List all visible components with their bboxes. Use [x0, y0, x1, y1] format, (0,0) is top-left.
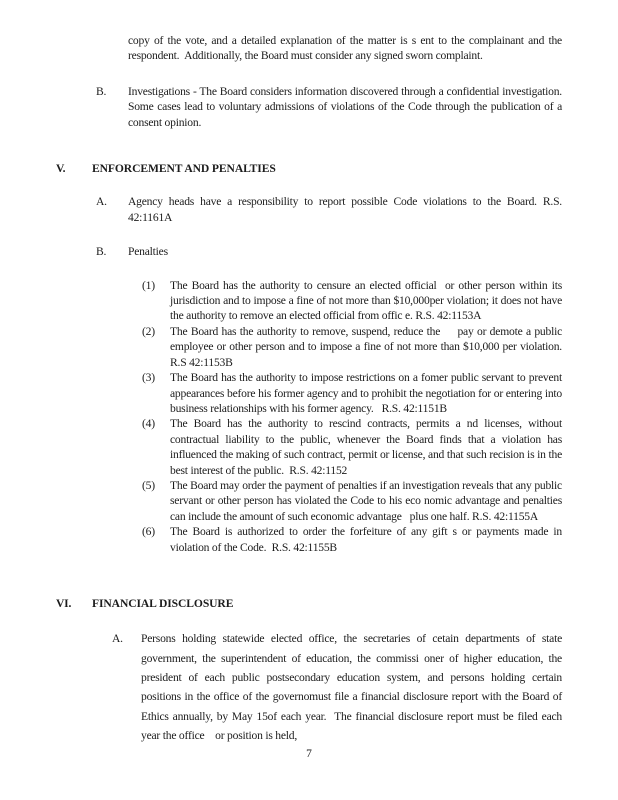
outline-item-label: B.	[96, 245, 107, 259]
penalty-item-5	[0, 478, 618, 524]
outline-item-label: A.	[96, 195, 107, 209]
penalty-item-2	[0, 324, 618, 370]
penalty-item-text: The Board has the authority to censure an elected official or other person within its jurisdiction and to impose a fine of not more than $10,000per violation; it does not have the authority to remove an elected official from offic e. R.S. 42:1153A	[170, 278, 565, 323]
penalty-item-text: The Board has the authority to remove, suspend, reduce the pay or demote a public employee or other person and to impose a fine of not more than $10,000 per violation. R.S 42:1153B	[170, 324, 568, 369]
outline-item-b-investigations	[0, 84, 618, 130]
section-v-numeral: V.	[56, 162, 66, 176]
penalty-item-label: (6)	[142, 525, 155, 539]
outline-item-text: Investigations - The Board considers information discovered through a confidential investigation. Some cases lead to voluntary admissions of violations of the Code through the publication of a consent opinion.	[128, 84, 568, 129]
penalty-item-label: (1)	[142, 278, 155, 292]
section-vi-heading	[0, 596, 618, 611]
penalty-item-text: The Board is authorized to order the forfeiture of any gift s or payments made in violation of the Code. R.S. 42:1155B	[170, 525, 565, 554]
section-vi-title: FINANCIAL DISCLOSURE	[92, 596, 234, 610]
penalty-item-4	[0, 416, 618, 478]
section-vi-numeral: VI.	[56, 596, 72, 610]
outline-item-text: Persons holding statewide elected office, the secretaries of cetain departments of state government, the superintendent of education, the commissi oner of higher education, the president of each public postsecondary education system, and persons holding certain positions in the office of the governomust file a financial disclosure report with the Board of Ethics annually, by May 15of each year. The financial disclosure report must be filed each year the office or position is held,	[141, 632, 565, 742]
penalty-item-6	[0, 524, 618, 555]
penalty-item-label: (2)	[142, 324, 155, 338]
penalty-item-text: The Board may order the payment of penalties if an investigation reveals that any public servant or other person has violated the Code to his eco nomic advantage and penalties can include the amount of such economic advantage plus one half. R.S. 42:1155A	[170, 478, 565, 523]
penalty-item-3	[0, 370, 618, 416]
outline-item-text: Agency heads have a responsibility to report possible Code violations to the Board. R.S. 42:1161A	[128, 195, 565, 224]
penalty-item-text: The Board has the authority to rescind contracts, permits a nd licenses, without contractual liability to the public, whenever the Board finds that a violation has influenced the making of such contract, permit or license, and that such recision is in the best interest of the public. R.S. 42:1152	[170, 417, 565, 477]
section-v-item-a	[0, 194, 618, 225]
continuation-paragraph: copy of the vote, and a detailed explanation of the matter is s ent to the complainant and the respondent. Additionally, the Board must consider any signed sworn complaint.	[128, 34, 565, 63]
penalty-item-label: (5)	[142, 478, 155, 492]
penalty-item-label: (4)	[142, 417, 155, 431]
outline-item-label: B.	[96, 84, 107, 98]
section-vi-item-a	[0, 629, 618, 745]
page-number: 7	[306, 748, 312, 760]
penalty-item-1	[0, 278, 618, 324]
section-v-heading	[0, 161, 618, 176]
penalty-item-label: (3)	[142, 371, 155, 385]
outline-item-text: Penalties	[128, 245, 168, 259]
section-v-title: ENFORCEMENT AND PENALTIES	[92, 162, 276, 176]
section-v-item-b	[0, 244, 618, 259]
penalties-list	[0, 278, 618, 555]
outline-item-label: A.	[112, 632, 123, 646]
penalty-item-text: The Board has the authority to impose restrictions on a fomer public servant to prevent appearances before his former agency and to prohibit the negotiation for or entering into business relationships with his former agency. R.S. 42:1151B	[170, 371, 565, 415]
